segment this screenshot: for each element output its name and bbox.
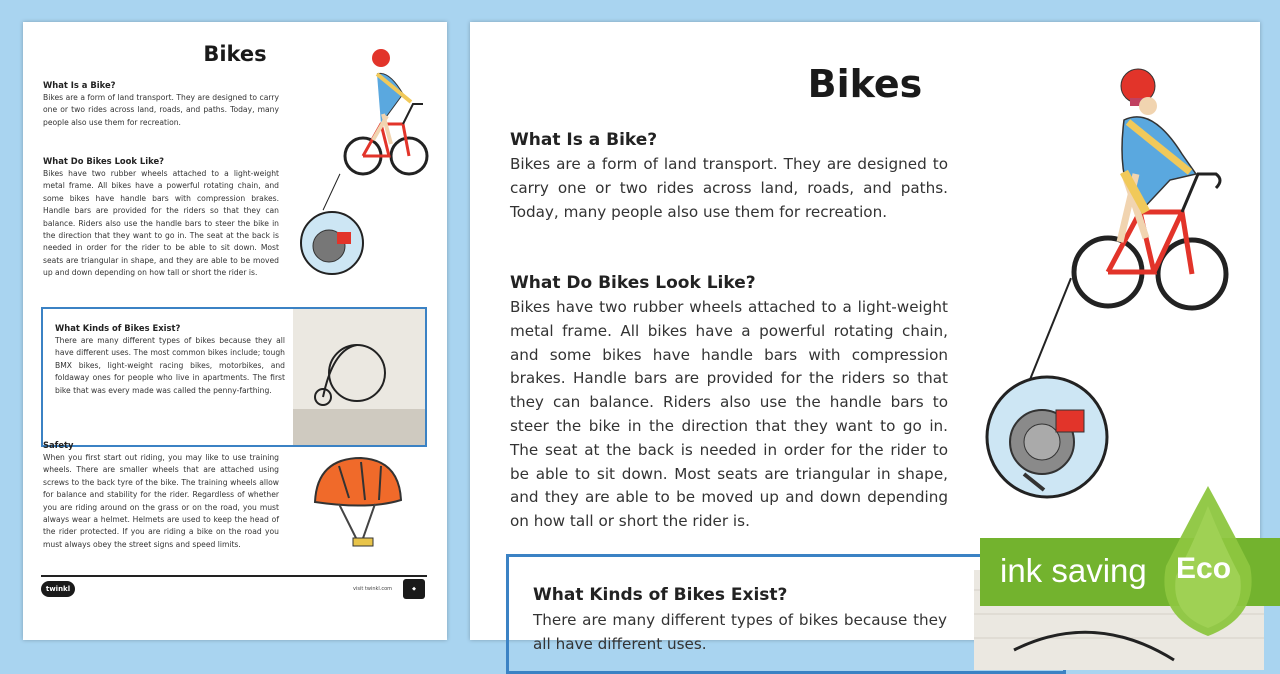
ink-saving-label: ink saving bbox=[1000, 552, 1147, 589]
thumbnail-heading-2: What Do Bikes Look Like? bbox=[43, 156, 164, 166]
text-kinds-of-bikes: There are many different types of bikes because they all have different uses. bbox=[533, 611, 947, 653]
bike-gear-closeup bbox=[984, 374, 1110, 500]
thumbnail-heading-4: Safety bbox=[43, 440, 74, 450]
eco-label: Eco bbox=[1176, 552, 1232, 585]
gear-pointer-line bbox=[323, 174, 341, 211]
cyclist-illustration bbox=[1066, 62, 1236, 332]
heading-what-look-like: What Do Bikes Look Like? bbox=[510, 273, 756, 293]
thumbnail-heading-1: What Is a Bike? bbox=[43, 80, 116, 90]
heading-kinds-of-bikes: What Kinds of Bikes Exist? bbox=[533, 585, 788, 605]
penny-farthing-photo-small bbox=[293, 309, 425, 445]
thumbnail-footer-rule bbox=[41, 575, 427, 577]
page-title: Bikes bbox=[807, 62, 923, 106]
thumbnail-footer-url: visit twinkl.com bbox=[353, 586, 393, 592]
twinkl-logo: twinkl bbox=[41, 581, 75, 597]
heading-what-is-bike: What Is a Bike? bbox=[510, 130, 658, 150]
thumbnail-text-4: When you first start out riding, you may like to use training wheels. There are smaller wheels that are attached using screws to the back tyre of the bike. The training wheels allow for balance and stability for the rider. Regardless of whether you are riding around on the grass or on the road, you must always wear a helmet. Helmets are used to keep the head of the rider protected. If you are riding a bike on the road you must always obey the street signs and speed limits. bbox=[43, 453, 279, 549]
thumbnail-text-2: Bikes have two rubber wheels attached to a light-weight metal frame. All bikes have a powerful rotating chain, and some bikes have handle bars with compression brakes. Handle bars are provided for the riders so that they can balance. Riders also use the handle bars to steer the bike in the direction that they want to go in. The seat at the back is needed in order for the rider to be able to sit down. Most seats are triangular in shape, and they are able to be moved up and down depending on how tall or short the rider is. bbox=[43, 169, 279, 278]
text-what-is-bike: Bikes are a form of land transport. They are designed to carry one or two rides across land, roads, and paths. Today, many people also use them for recreation. bbox=[510, 155, 948, 221]
thumbnail-text-1: Bikes are a form of land transport. They are designed to carry one or two rides across land, roads, and paths. Today, many people also use them for recreation. bbox=[43, 93, 279, 127]
text-what-look-like: Bikes have two rubber wheels attached to a light-weight metal frame. All bikes have a powerful rotating chain, and some bikes have handle bars with compression brakes. Handle bars are provided for the riders so that they can balance. Riders also use the handle bars to steer the bike in the direction that they want to go in. The seat at the back is needed in order for the rider to be able to sit down. Most seats are triangular in shape, and they are able to be moved up and down depending on how tall or short the rider is. bbox=[510, 298, 948, 531]
thumbnail-heading-3: What Kinds of Bikes Exist? bbox=[55, 323, 181, 333]
thumbnail-page bbox=[23, 22, 447, 640]
cyclist-illustration-small bbox=[341, 44, 431, 184]
helmet-illustration bbox=[309, 452, 405, 552]
twinkl-badge-logo: ◆ bbox=[403, 579, 425, 599]
thumbnail-title: Bikes bbox=[203, 42, 267, 66]
thumbnail-text-3: There are many different types of bikes because they all have different uses. The most common bikes include; tough BMX bikes, light-weight racing bikes, motorbikes, and foldaway ones for people who live in apartments. The first bike that was every made was called the penny-farthing. bbox=[55, 336, 285, 395]
bike-gear-closeup-small bbox=[299, 210, 365, 276]
thumbnail-kinds-box bbox=[41, 307, 427, 447]
